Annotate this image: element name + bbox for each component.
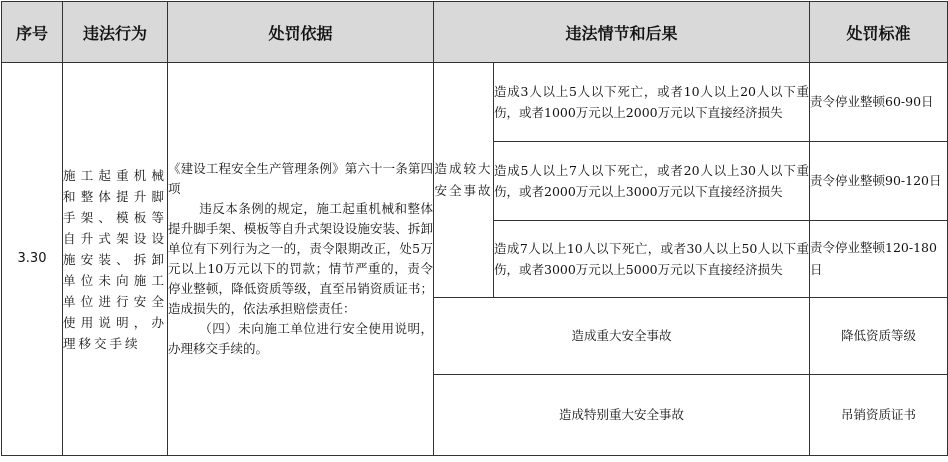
case-detail-cell: 造成5人以上7人以下死亡，或者20人以上30人以下重伤，或者2000万元以上3000万元以下直接经济损失: [494, 142, 810, 221]
basis-cell: [168, 63, 434, 456]
header-behavior: 违法行为: [63, 2, 168, 63]
major-standard-cell: 降低资质等级: [810, 298, 948, 375]
header-row: [2, 2, 948, 63]
case-detail-cell: 造成3人以上5人以下死亡，或者10人以上20人以下重伤，或者1000万元以上2000万元以下直接经济损失: [494, 63, 810, 142]
behavior-cell: 施工起重机械和整体提升脚手架、模板等自升式架设设施安装、拆卸单位未向施工单位进行安全使用说明，办理移交手续: [63, 63, 168, 456]
basis-provision: 违反本条例的规定，施工起重机械和整体提升脚手架、模板等自升式架设设施安装、拆卸单位有下列行为之一的，责令限期改正，处5万元以上10万元以下的罚款；情节严重的，责令停业整顿，降低资质等级，直至吊销资质证书；造成损失的，依法承担赔偿责任：: [168, 201, 433, 316]
header-seq: 序号: [2, 2, 63, 63]
seq-cell: 3.30: [2, 63, 63, 456]
basis-article: 《建设工程安全生产管理条例》第六十一条第四项: [168, 161, 433, 196]
case-standard-cell: 责令停业整顿120-180日: [810, 221, 948, 298]
major-accident-cell: 造成重大安全事故: [434, 298, 810, 375]
header-circumstances: 违法情节和后果: [434, 2, 810, 63]
case-standard-cell: 责令停业整顿60-90日: [810, 63, 948, 142]
case-standard-cell: 责令停业整顿90-120日: [810, 142, 948, 221]
header-basis: 处罚依据: [168, 2, 434, 63]
case-detail-cell: 造成7人以上10人以下死亡，或者30人以上50人以下重伤，或者3000万元以上5000万元以下直接经济损失: [494, 221, 810, 298]
category-cell: 造成较大安全事故: [434, 63, 494, 298]
header-standard: 处罚标准: [810, 2, 948, 63]
extra-major-accident-cell: 造成特别重大安全事故: [434, 375, 810, 456]
penalty-table: [1, 1, 948, 456]
table-row: [2, 63, 948, 142]
basis-item: （四）未向施工单位进行安全使用说明，办理移交手续的。: [168, 321, 433, 356]
extra-major-standard-cell: 吊销资质证书: [810, 375, 948, 456]
